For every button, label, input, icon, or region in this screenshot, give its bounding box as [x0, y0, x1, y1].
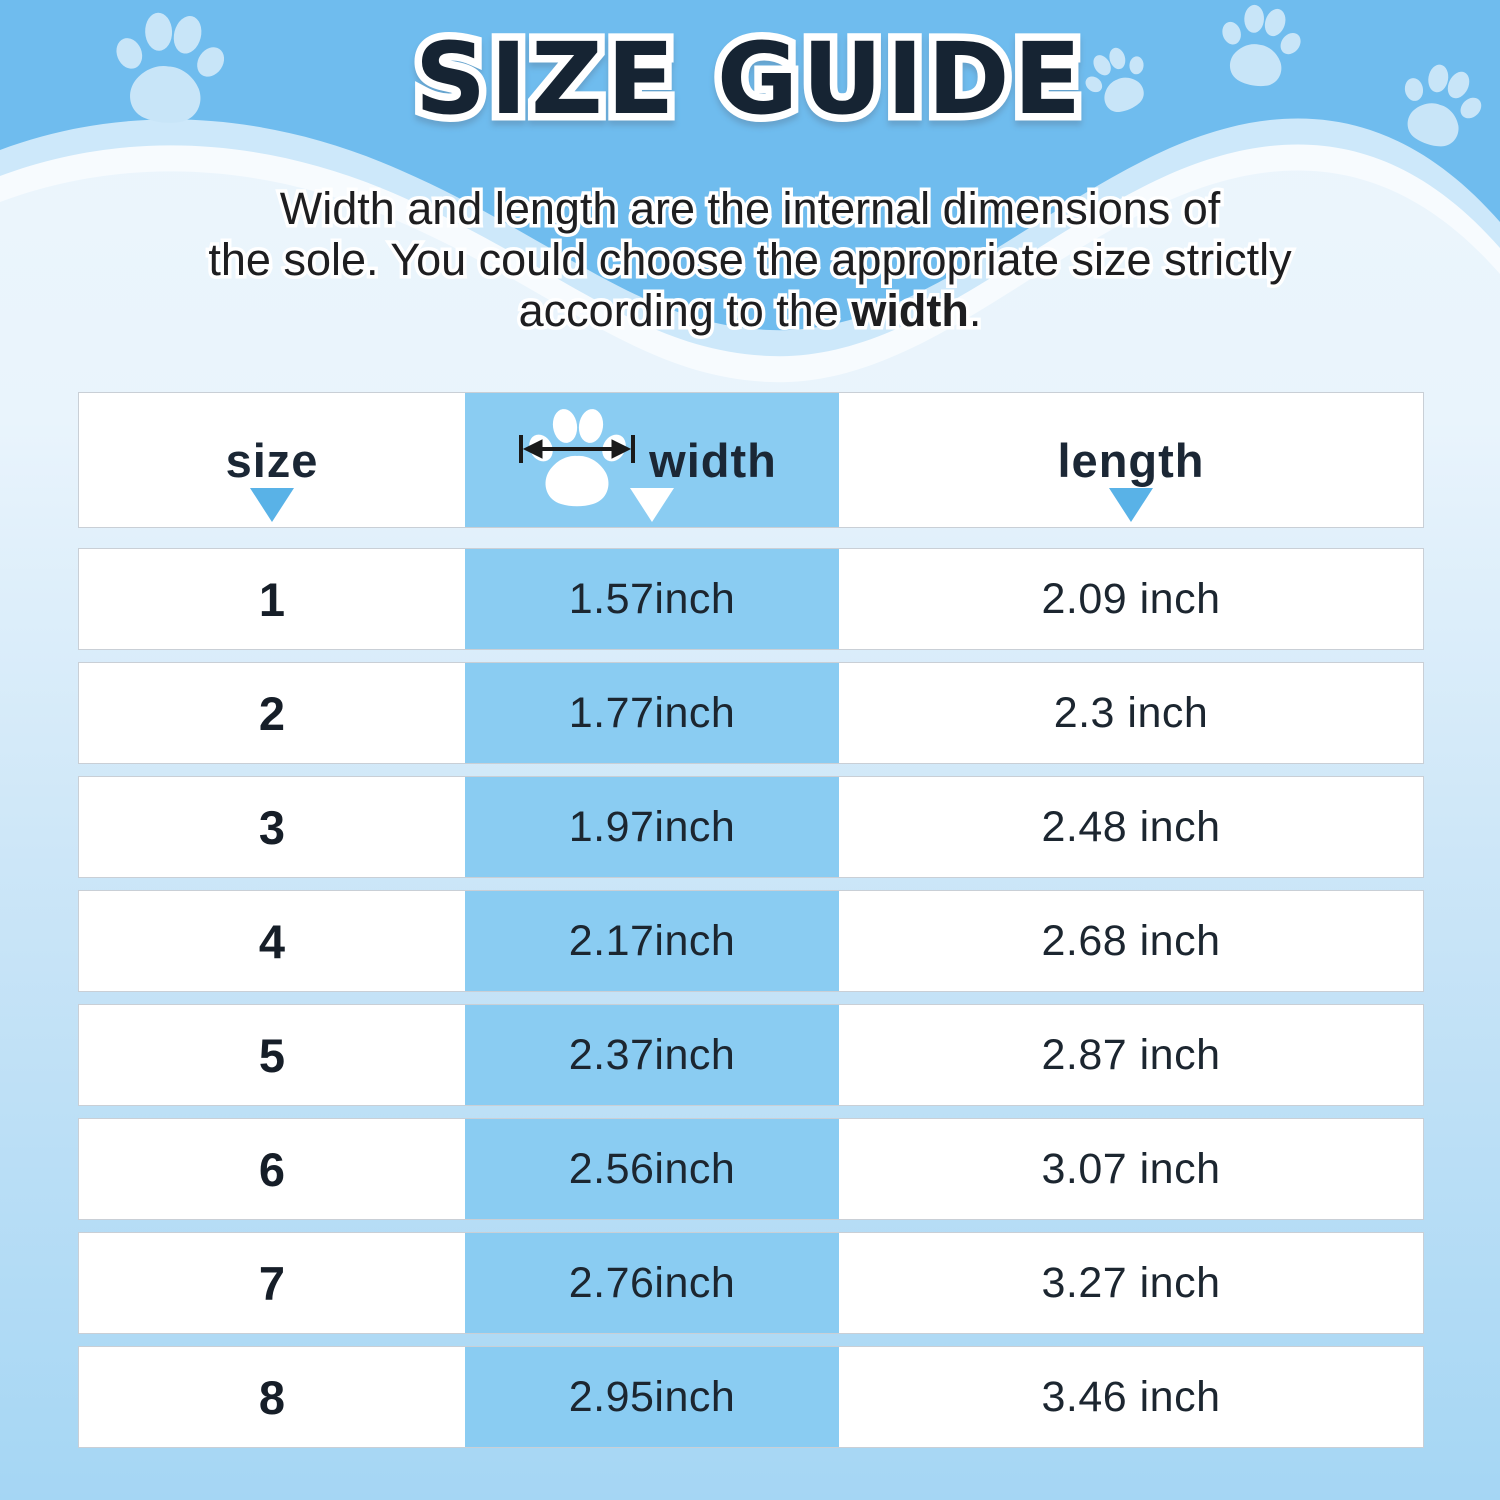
size-value: 8 — [258, 1370, 286, 1424]
table-row-size-3 — [78, 776, 1424, 878]
table-row-size-6 — [78, 1118, 1424, 1220]
triangle-down-icon — [1109, 488, 1153, 522]
size-value: 3 — [258, 800, 286, 854]
size-value: 2 — [258, 686, 286, 740]
triangle-down-icon — [250, 488, 294, 522]
length-column-header: length — [1057, 433, 1205, 487]
width-value: 2.76inch — [465, 1233, 839, 1333]
header-cell-size — [79, 393, 465, 527]
width-value: 2.95inch — [465, 1347, 839, 1447]
width-value: 1.57inch — [465, 549, 839, 649]
paw-width-measure — [527, 401, 627, 519]
length-value: 2.3 inch — [1053, 688, 1209, 737]
length-value: 2.48 inch — [1041, 802, 1221, 851]
length-value: 3.27 inch — [1041, 1258, 1221, 1307]
width-value: 2.56inch — [465, 1119, 839, 1219]
table-header-row — [78, 392, 1424, 528]
description-text — [0, 184, 1500, 337]
length-value: 3.46 inch — [1041, 1372, 1221, 1421]
size-value: 1 — [258, 572, 286, 626]
size-value: 7 — [258, 1256, 286, 1310]
width-value: 1.77inch — [465, 663, 839, 763]
width-measure-arrow-icon — [518, 431, 636, 467]
length-value: 2.68 inch — [1041, 916, 1221, 965]
length-value: 2.09 inch — [1041, 574, 1221, 623]
table-row-size-4 — [78, 890, 1424, 992]
length-value: 3.07 inch — [1041, 1144, 1221, 1193]
size-table — [78, 392, 1424, 1448]
table-row-size-5 — [78, 1004, 1424, 1106]
table-row-size-7 — [78, 1232, 1424, 1334]
width-value: 2.17inch — [465, 891, 839, 991]
width-value: 1.97inch — [465, 777, 839, 877]
page-title: SIZE GUIDE — [414, 22, 1086, 137]
length-value: 2.87 inch — [1041, 1030, 1221, 1079]
description-line-2: the sole. You could choose the appropriate size strictly — [208, 233, 1292, 285]
description-line-1: Width and length are the internal dimensions of — [279, 183, 1221, 234]
table-row-size-1 — [78, 548, 1424, 650]
table-row-size-8 — [78, 1346, 1424, 1448]
size-column-header: size — [225, 433, 319, 487]
size-value: 4 — [258, 914, 286, 968]
header-cell-width — [465, 393, 839, 527]
table-row-size-2 — [78, 662, 1424, 764]
description-width-emphasis: width — [851, 284, 969, 336]
width-value: 2.37inch — [465, 1005, 839, 1105]
size-value: 6 — [258, 1142, 286, 1196]
description-line-3: according to the width. — [518, 284, 982, 336]
header-cell-length — [839, 393, 1423, 527]
width-column-header: width — [649, 433, 777, 487]
size-value: 5 — [258, 1028, 286, 1082]
triangle-down-icon — [630, 488, 674, 522]
